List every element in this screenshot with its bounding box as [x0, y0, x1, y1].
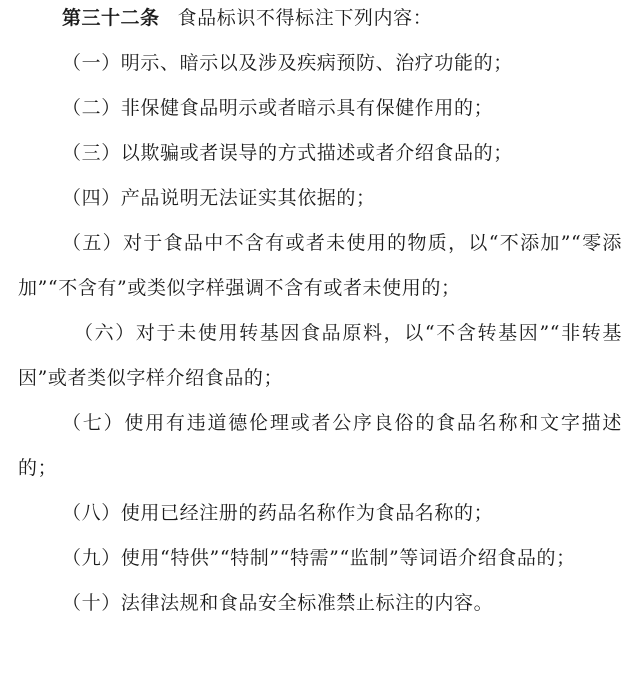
document-body — [18, 0, 622, 626]
list-item: （四）产品说明无法证实其依据的； — [62, 187, 376, 209]
list-item: （一）明示、暗示以及涉及疾病预防、治疗功能的； — [62, 52, 513, 74]
list-item: （二）非保健食品明示或者暗示具有保健作用的； — [62, 97, 494, 119]
article-number: 第三十二条 — [62, 7, 160, 29]
list-item: （七）使用有违道德伦理或者公序良俗的食品名称和文字描述的； — [18, 412, 622, 479]
list-item: （六）对于未使用转基因食品原料，以“不含转基因”“非转基因”或者类似字样介绍食品的； — [18, 322, 622, 389]
list-item: （三）以欺骗或者误导的方式描述或者介绍食品的； — [62, 142, 513, 164]
article-heading — [18, 0, 622, 41]
list-item: （五）对于食品中不含有或者未使用的物质，以“不添加”“零添加”“不含有”或类似字样强调不含有或者未使用的； — [18, 232, 622, 299]
list-item: （九）使用“特供”“特制”“特需”“监制”等词语介绍食品的； — [62, 547, 576, 569]
list-item: （十）法律法规和食品安全标准禁止标注的内容。 — [62, 592, 494, 614]
list-item: （八）使用已经注册的药品名称作为食品名称的； — [62, 502, 494, 524]
article-intro: 食品标识不得标注下列内容： — [177, 7, 433, 29]
